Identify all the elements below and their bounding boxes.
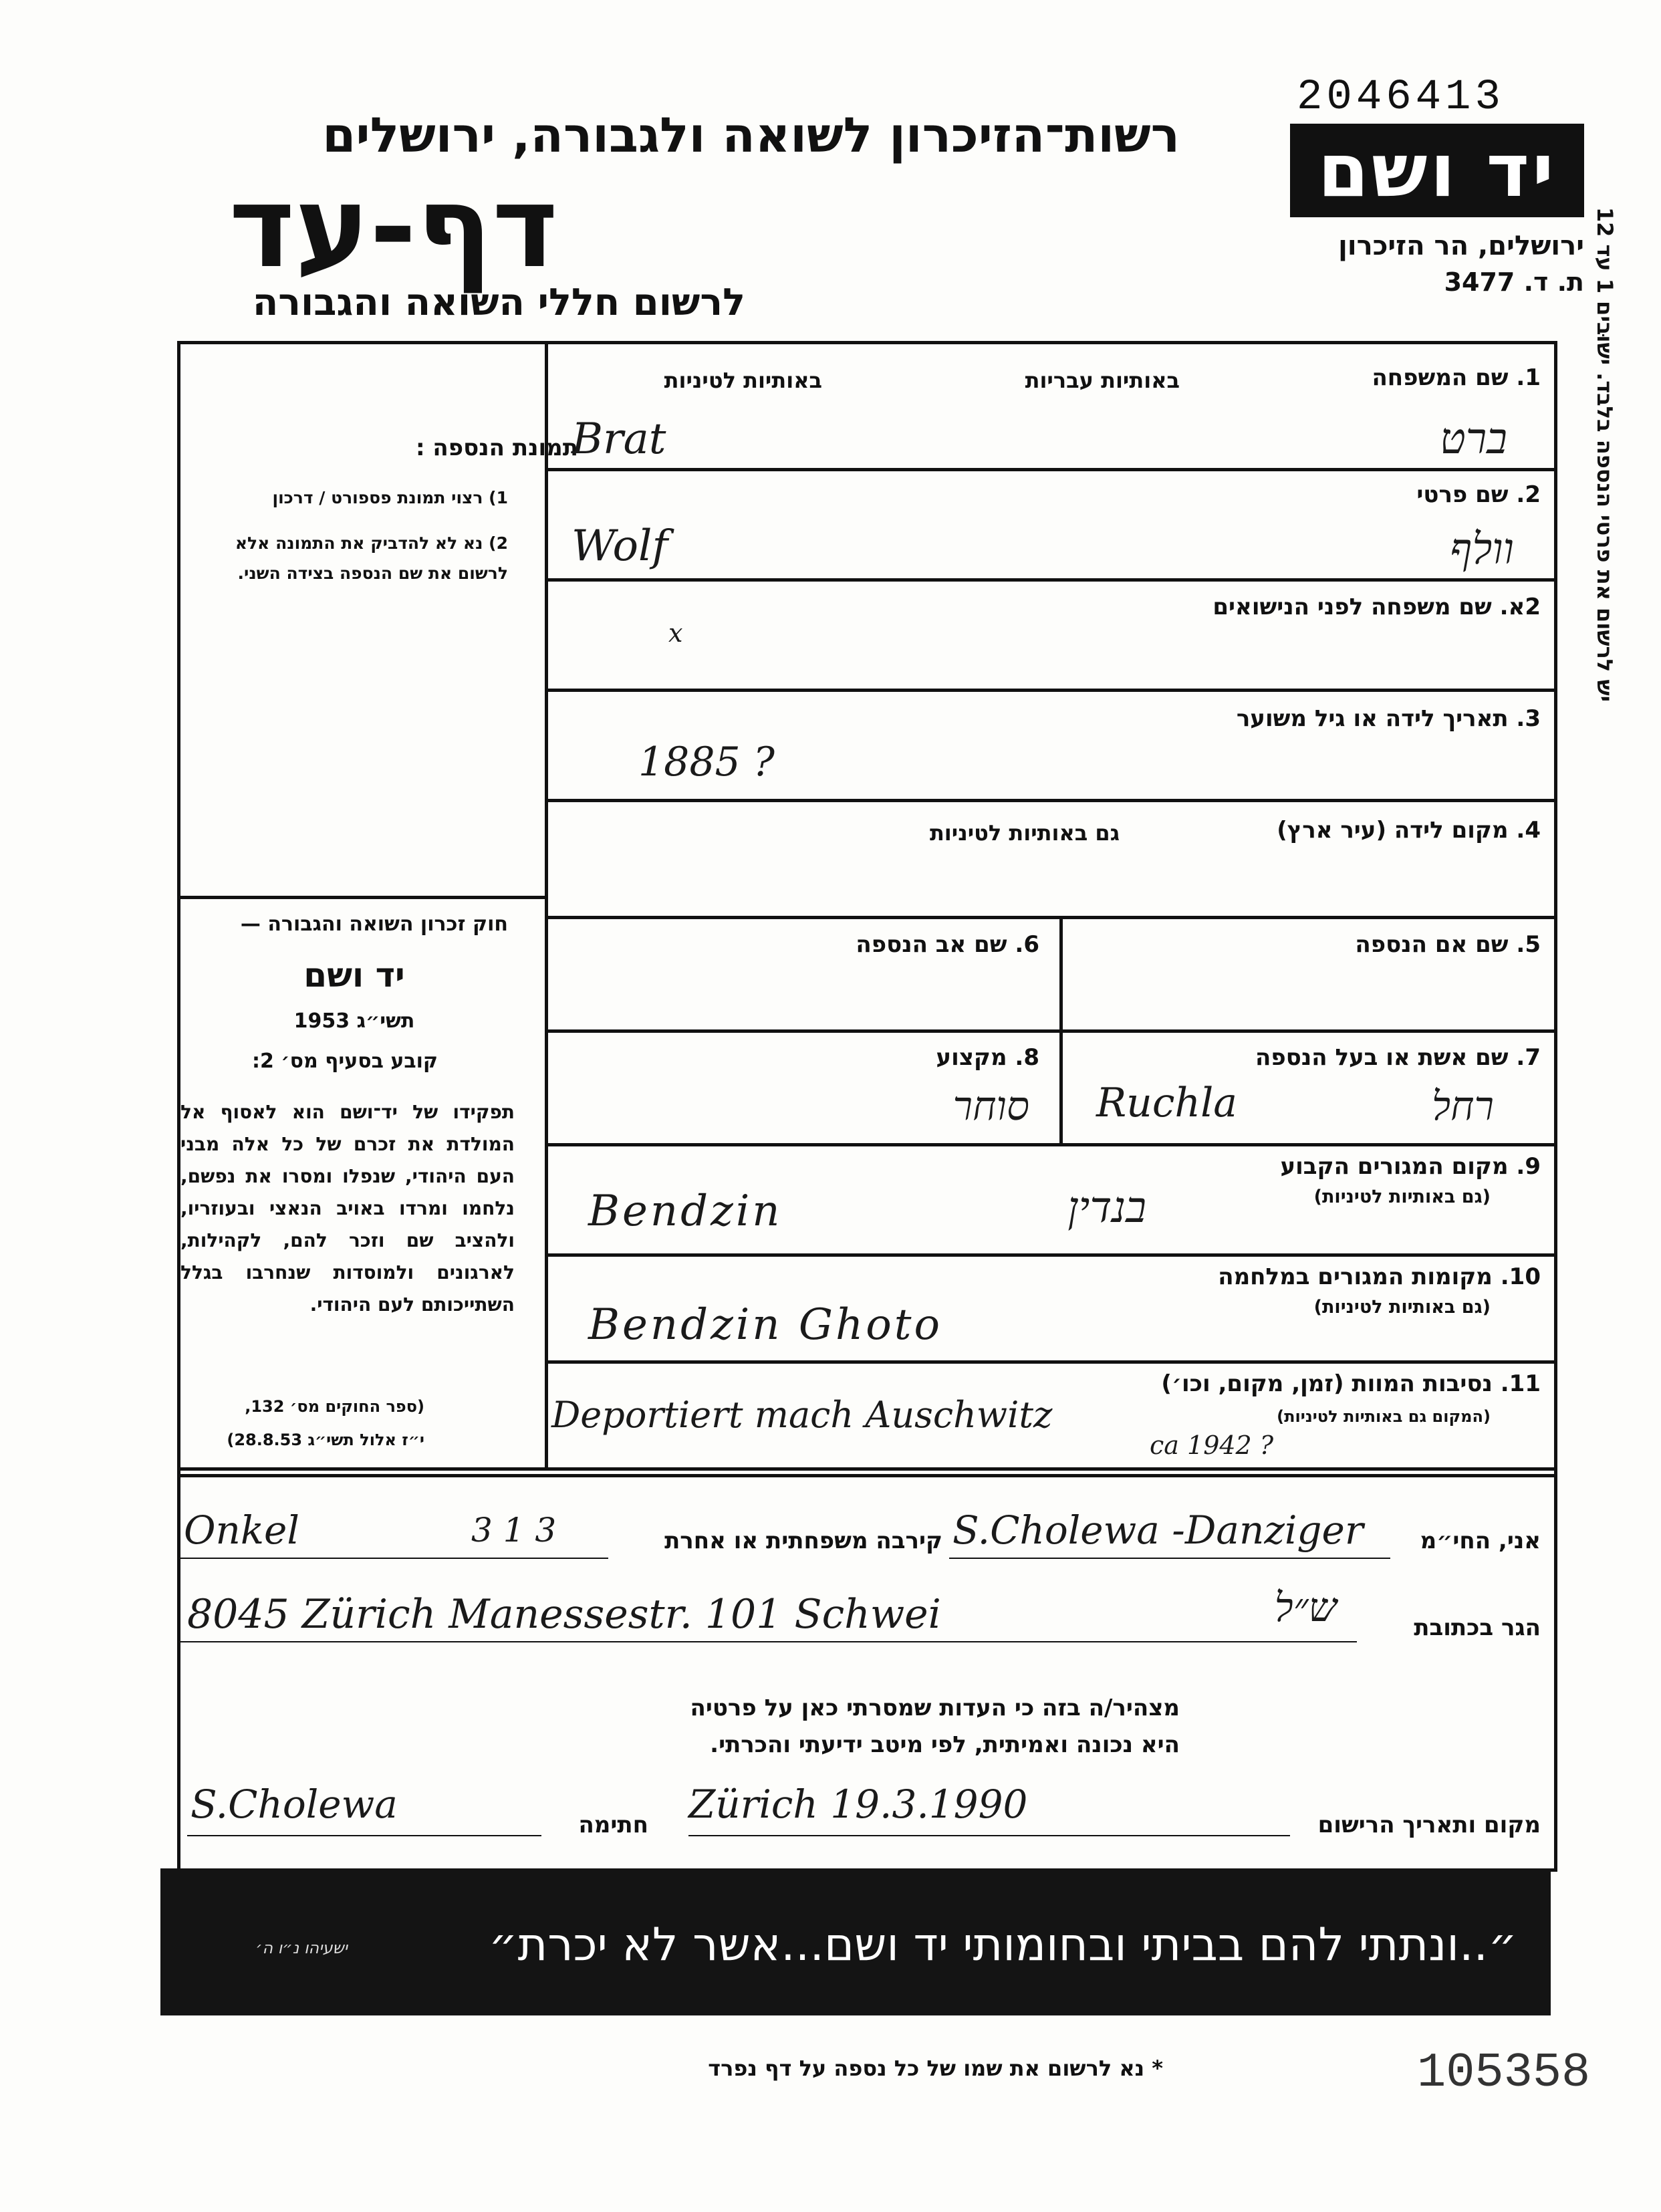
law-line1: חוק זכרון השואה והגבורה — [240,912,508,936]
field-9-label: 9. מקום המגורים הקבוע [1280,1153,1541,1180]
logo-pobox: ת. ד. 3477 [1444,267,1584,297]
address-extra[interactable]: ש״ל [1274,1584,1337,1631]
field-9-value-latin[interactable]: Bendzin [588,1187,783,1236]
field-8-label: 8. מקצוע [936,1044,1039,1071]
field-11-label: 11. נסיבות המוות (זמן, מקום, וכו׳) [1161,1370,1541,1397]
field-7-value-hebrew[interactable]: רחל [1431,1083,1494,1130]
photo-note-2: 2) נא לא להדביק את התמונה אלא לרשום את שם הנספה בצידה השני. [235,533,508,583]
logo-text: יד ושם [1317,128,1557,213]
page-title: דף-עד [229,162,558,293]
field-1-value-hebrew[interactable]: ברט [1440,414,1507,464]
law-body: תפקידו של יד־ושם הוא לאסוף אל המולדת את זכרם של כל אלה מבני העם היהודי, שנפלו ומסרו את נפשם, נלחמו ומרדו באויב הנאצי ובעוזריו, ולהציב שם וזכר להם, לקהילות, לארגונים ולמוסדות שנחרבו בגלל השתייכותם לעם היהודי. [180,1101,515,1316]
photo-note-1: 1) רצוי תמונת פספורט / דרכון [272,488,508,507]
photo-title: תמונת הנספה : [416,435,578,461]
law-name: יד ושם [303,956,405,995]
field-10-note: (גם באותיות לטיניות) [1313,1297,1491,1318]
law-ref-2: י״ז אלול תשי״ג 28.8.53) [227,1431,424,1449]
statement-line-2: היא נכונה ואמיתית, לפי מיטב ידיעתי והכרתי. [710,1731,1180,1758]
field-6-label: 6. שם אב הנספה [856,931,1039,958]
field-7-value-latin[interactable]: Ruchla [1096,1080,1238,1126]
signature-label: חתימה [578,1812,648,1838]
field-11-note: (המקום גם באותיות לטיניות) [1277,1407,1491,1426]
field-1-latin-col: באותיות לטיניות [664,368,822,393]
signature-value[interactable]: S.Cholewa [190,1781,398,1827]
statement-line-1: מצהיר/ה בזה כי העדות שמסרתי כאן על פרטיה [690,1695,1180,1721]
footer-note: * נא לרשום את שמו של כל נספה על דף נפרד [708,2056,1163,2081]
document-number: 2046413 [1297,74,1505,122]
law-clause: קובע בסעיף מס׳ 2: [251,1050,438,1073]
field-10-label: 10. מקומות המגורים במלחמה [1218,1263,1541,1290]
field-10-value[interactable]: Bendzin Ghoto [588,1300,942,1350]
place-date-label: מקום ותאריך הרישום [1317,1812,1541,1838]
authority-title: רשות־הזיכרון לשואה ולגבורה, ירושלים [322,107,1180,163]
field-1-hebrew-col: באותיות עבריות [1025,368,1180,393]
field-5-label: 5. שם אם הנספה [1355,931,1541,958]
field-11-date[interactable]: ca 1942 ? [1150,1431,1274,1460]
field-9-value-hebrew[interactable]: בנדין [1067,1183,1146,1233]
field-1-value-latin[interactable]: Brat [571,414,666,464]
footer-number: 105358 [1417,2046,1591,2100]
field-4-label: 4. מקום לידה (עיר ארץ) [1277,817,1541,844]
field-1-label: 1. שם המשפחה [1372,364,1541,391]
banner-source: ישעיהו נ״ו ה׳ [255,1939,348,1957]
field-7-label: 7. שם אשת או בעל הנספה [1255,1044,1541,1071]
field-2a-value[interactable]: x [668,618,683,648]
law-ref-1: (ספר החוקים מס׳ 132, [245,1397,424,1416]
field-8-value[interactable]: סוחר [952,1083,1029,1130]
yad-vashem-logo [1290,124,1584,217]
field-9-note: (גם באותיות לטיניות) [1313,1187,1491,1207]
relation-label: קירבה משפחתית או אחרת [664,1527,942,1554]
field-4-note: גם באותיות לטיניות [929,820,1120,846]
field-11-value[interactable]: Deportiert mach Auschwitz [551,1394,1053,1436]
field-2-value-hebrew[interactable]: וולף [1450,525,1514,574]
banner-quote: ״..ונתתי להם בביתי ובחומותי יד ושם...אשר לא יכרת״ [488,1919,1517,1971]
page-subtitle: לרשום חללי השואה והגבורה [252,281,745,324]
declarant-label: אני, החי״מ [1420,1527,1541,1554]
field-3-label: 3. תאריך לידה או גיל משוער [1236,705,1541,732]
address-value[interactable]: 8045 Zürich Manessestr. 101 Schwei [187,1591,941,1638]
field-2-label: 2. שם פרטי [1416,481,1541,508]
address-label: הגר בכתובת [1414,1614,1541,1641]
law-year: תשי״ג 1953 [293,1009,415,1033]
relation-value[interactable]: Onkel [184,1507,299,1553]
logo-address: ירושלים, הר הזיכרון [1338,231,1584,261]
declarant-name[interactable]: S.Cholewa -Danziger [952,1507,1364,1553]
field-2-value-latin[interactable]: Wolf [571,521,668,571]
field-3-value[interactable]: 1885 ? [638,739,775,785]
relation-number[interactable]: 3 1 3 [471,1511,557,1550]
field-2a-label: 2א. שם משפחה לפני הנישואים [1212,594,1541,620]
place-date-value[interactable]: Zürich 19.3.1990 [688,1781,1028,1827]
